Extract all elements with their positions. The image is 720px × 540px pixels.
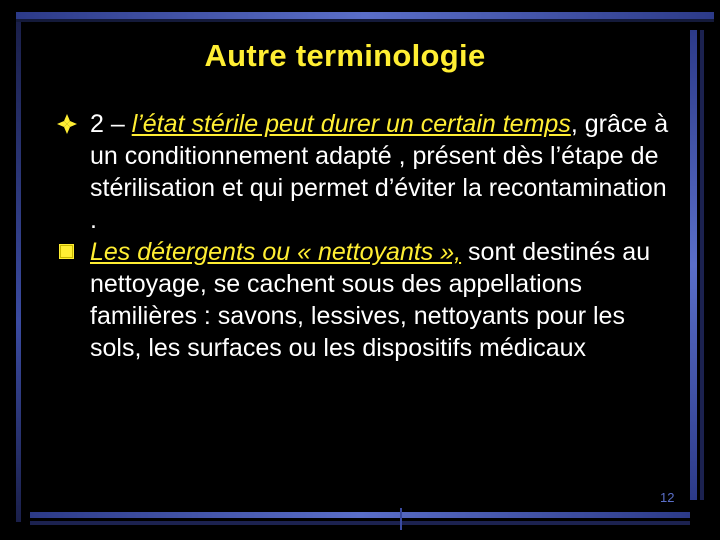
square-bullet-icon [54,236,80,268]
frame-left-bar [16,22,21,522]
page-number: 12 [660,490,675,505]
paragraph-sterile-state [54,108,674,236]
frame-right-shadow [700,30,704,500]
paragraph-highlight: l’état stérile peut durer un certain temps [131,110,571,138]
paragraph-text [90,108,674,236]
paragraph-rest: , grâce à un conditionnement adapté , présent dès l’étape de stérilisation et qui permet d’éviter la recontamination . [90,110,669,234]
paragraph-text [90,236,674,364]
frame-top-shadow [16,19,714,22]
slide-title: Autre terminologie [204,38,486,73]
frame-bottom-bar [30,512,690,518]
frame-bottom-shadow [30,521,690,525]
frame-bottom-tick [400,508,402,530]
paragraph-prefix: 2 – [90,110,132,138]
paragraph-highlight: Les détergents ou « nettoyants », [90,238,462,266]
diamond-bullet-icon [54,108,80,140]
paragraph-detergents [54,236,674,364]
paragraph-rest: sont destinés au nettoyage, se cachent sous des appellations familières : savons, lessives, nettoyants pour les sols, les surfaces ou les dispositifs médicaux [90,238,651,362]
frame-right-bar [690,30,697,500]
slide-content [54,108,674,364]
frame-top-bar [16,12,714,19]
